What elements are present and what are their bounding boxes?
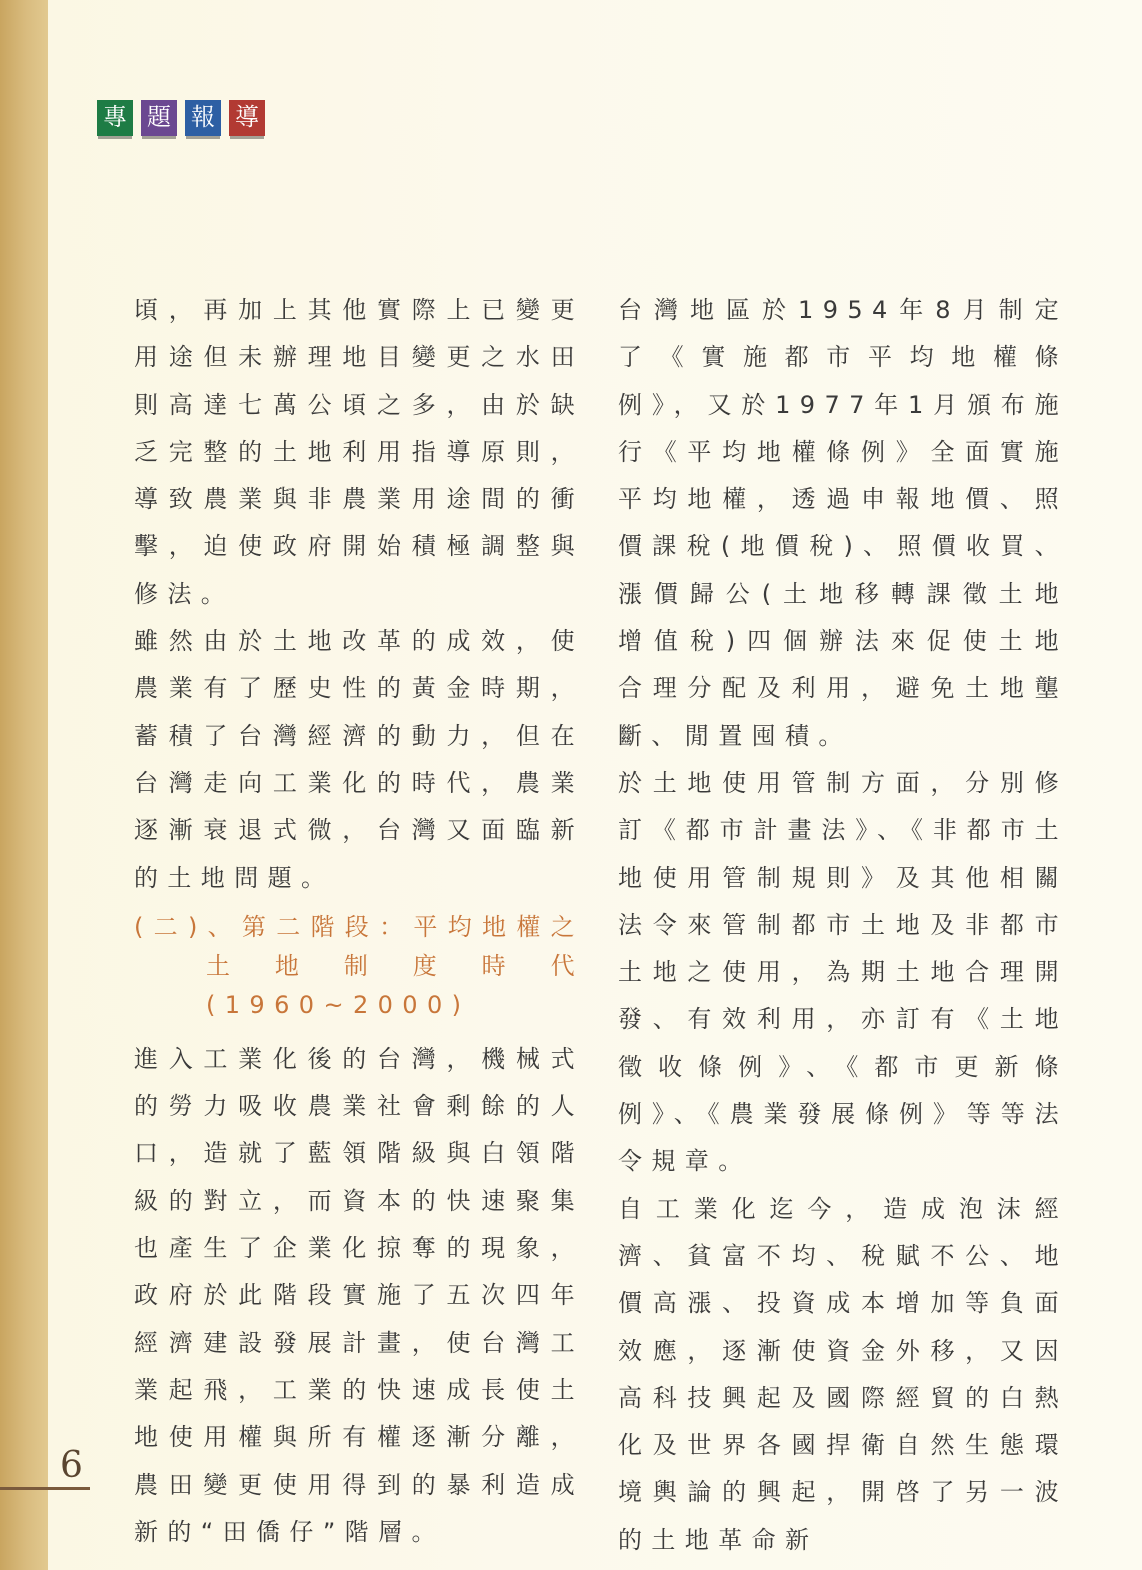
badge-zhuan: 專 (97, 100, 133, 136)
badge-bao: 報 (185, 100, 221, 136)
paragraph: 雖然由於土地改革的成效，使農業有了歷史性的黃金時期，蓄積了台灣經濟的動力，但在台灣走向工業化的時代，農業逐漸衰退式微，台灣又面臨新的土地問題。 (134, 627, 584, 892)
badge-dao: 導 (229, 100, 265, 136)
page-number-rule (0, 1487, 90, 1490)
paragraph: 頃，再加上其他實際上已變更用途但未辦理地目變更之水田則高達七萬公頃之多，由於缺乏完整的土地利用指導原則，導致農業與非農業用途間的衝擊，迫使政府開始積極調整與修法。 (134, 296, 584, 608)
badge-ti: 題 (141, 100, 177, 136)
section-badges (97, 100, 265, 136)
left-text-column (134, 287, 584, 1556)
paragraph: 於土地使用管制方面，分別修訂《都市計畫法》、《非都市土地使用管制規則》及其他相關法令來管制都市土地及非都市土地之使用，為期土地合理開發、有效利用，亦訂有《土地徵收條例》、《都市更新條例》、《農業發展條例》等等法令規章。 (618, 768, 1068, 1176)
section-heading: (二)、第二階段：平均地權之土地制度時代(1960~2000) (134, 912, 584, 1019)
paragraph: 進入工業化後的台灣，機械式的勞力吸收農業社會剩餘的人口，造就了藍領階級與白領階級的對立，而資本的快速聚集也產生了企業化掠奪的現象，政府於此階段實施了五次四年經濟建設發展計畫，使台灣工業起飛，工業的快速成長使土地使用權與所有權逐漸分離，農田變更使用得到的暴利造成新的“田僑仔”階層。 (134, 1044, 584, 1546)
paragraph: 台灣地區於1954年8月制定了《實施都市平均地權條例》，又於1977年1月頒布施行《平均地權條例》全面實施平均地權，透過申報地價、照價課稅(地價稅)、照價收買、漲價歸公(土地移轉課徵土地增值稅)四個辦法來促使土地合理分配及利用，避免土地壟斷、閒置囤積。 (618, 296, 1068, 750)
right-text-column (618, 287, 1068, 1564)
side-decor-strip (0, 0, 48, 1570)
paragraph: 自工業化迄今，造成泡沫經濟、貧富不均、稅賦不公、地價高漲、投資成本增加等負面效應，逐漸使資金外移，又因高科技興起及國際經貿的白熱化及世界各國捍衛自然生態環境輿論的興起，開啓了另一波的土地革命新 (618, 1194, 1068, 1554)
page-number: 6 (60, 1445, 83, 1486)
